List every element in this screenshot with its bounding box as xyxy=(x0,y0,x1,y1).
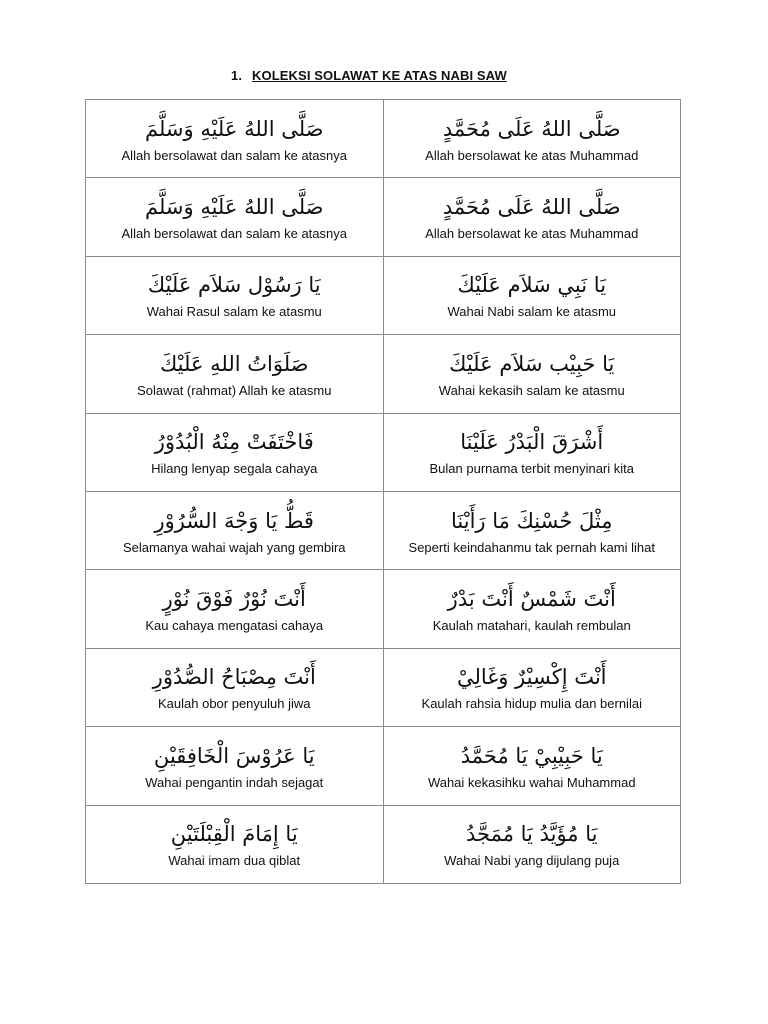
malay-translation: Kau cahaya mengatasi cahaya xyxy=(145,618,324,634)
table-cell-left xyxy=(86,491,384,569)
arabic-text: صَلَّى اللهُ عَلَيْهِ وَسَلَّمَ xyxy=(145,195,324,220)
arabic-text: قَطُّ يَا وَجْهَ السُّرُوْرِ xyxy=(154,508,314,533)
table-row xyxy=(86,413,681,491)
malay-translation: Hilang lenyap segala cahaya xyxy=(151,461,318,477)
table-cell-left xyxy=(86,413,384,491)
malay-translation: Bulan purnama terbit menyinari kita xyxy=(429,461,634,477)
arabic-text: يَا نَبِي سَلاَم عَلَيْكَ xyxy=(457,273,607,298)
malay-translation: Seperti keindahanmu tak pernah kami lihat xyxy=(408,539,655,555)
table-cell-left xyxy=(86,570,384,648)
malay-translation: Solawat (rahmat) Allah ke atasmu xyxy=(137,382,332,398)
table-cell-right xyxy=(383,727,681,805)
malay-translation: Kaulah rahsia hidup mulia dan bernilai xyxy=(421,696,642,712)
arabic-text: أَنْتَ مِصْبَاحُ الصُّدُوْرِ xyxy=(152,665,316,690)
table-cell-right xyxy=(383,570,681,648)
arabic-text: يَا رَسُوْل سَلاَم عَلَيْكَ xyxy=(147,273,321,298)
arabic-text: يَا عَرُوْسَ الْخَافِقَيْنِ xyxy=(153,743,315,768)
malay-translation: Wahai Rasul salam ke atasmu xyxy=(146,304,322,320)
table-cell-left xyxy=(86,256,384,334)
table-cell-right xyxy=(383,413,681,491)
malay-translation: Allah bersolawat ke atas Muhammad xyxy=(425,147,639,163)
table-cell-right xyxy=(383,491,681,569)
malay-translation: Wahai kekasih salam ke atasmu xyxy=(438,382,625,398)
table-cell-right xyxy=(383,100,681,178)
arabic-text: أَنْتَ إِكْسِيْرٌ وَغَالِيْ xyxy=(456,665,607,690)
table-cell-left xyxy=(86,335,384,413)
heading-title: KOLEKSI SOLAWAT KE ATAS NABI SAW xyxy=(252,68,507,83)
malay-translation: Kaulah obor penyuluh jiwa xyxy=(158,696,311,712)
malay-translation: Wahai imam dua qiblat xyxy=(168,853,301,869)
malay-translation: Selamanya wahai wajah yang gembira xyxy=(122,539,346,555)
document-heading xyxy=(231,68,507,83)
arabic-text: صَلَّى اللهُ عَلَى مُحَمَّدٍ xyxy=(442,116,621,141)
arabic-text: فَاخْتَفَتْ مِنْهُ الْبُدُوْرُ xyxy=(154,430,314,455)
arabic-text: صَلَّى اللهُ عَلَيْهِ وَسَلَّمَ xyxy=(145,116,324,141)
arabic-text: يَا مُؤَيَّدُ يَا مُمَجَّدُ xyxy=(466,822,598,847)
heading-number: 1. xyxy=(231,68,243,83)
table-cell-left xyxy=(86,805,384,883)
table-row xyxy=(86,178,681,256)
arabic-text: يَا إِمَامَ الْقِبْلَتَيْنِ xyxy=(170,822,298,847)
arabic-text: أَنْتَ شَمْسٌ أَنْتَ بَدْرٌ xyxy=(447,587,616,612)
table-cell-right xyxy=(383,648,681,726)
malay-translation: Kaulah matahari, kaulah rembulan xyxy=(432,618,631,634)
malay-translation: Wahai pengantin indah sejagat xyxy=(145,774,324,790)
arabic-text: يَا حَبِيْب سَلاَم عَلَيْكَ xyxy=(449,351,615,376)
table-row xyxy=(86,335,681,413)
table-cell-left xyxy=(86,100,384,178)
table-row xyxy=(86,805,681,883)
table-cell-right xyxy=(383,256,681,334)
table-row xyxy=(86,491,681,569)
table-row xyxy=(86,648,681,726)
table-row xyxy=(86,100,681,178)
table-cell-right xyxy=(383,178,681,256)
table-cell-left xyxy=(86,178,384,256)
arabic-text: صَلَّى اللهُ عَلَى مُحَمَّدٍ xyxy=(442,195,621,220)
malay-translation: Allah bersolawat dan salam ke atasnya xyxy=(121,147,347,163)
arabic-text: أَشْرَقَ الْبَدْرُ عَلَيْنَا xyxy=(460,430,604,455)
table-row xyxy=(86,256,681,334)
table-row xyxy=(86,570,681,648)
malay-translation: Wahai Nabi yang dijulang puja xyxy=(444,853,620,869)
table-cell-left xyxy=(86,648,384,726)
solawat-table-body xyxy=(86,100,681,884)
arabic-text: أَنْتَ نُوْرٌ فَوْقَ نُوْرٍ xyxy=(162,587,306,612)
table-cell-left xyxy=(86,727,384,805)
malay-translation: Wahai kekasihku wahai Muhammad xyxy=(427,774,636,790)
solawat-table xyxy=(85,99,681,884)
malay-translation: Allah bersolawat ke atas Muhammad xyxy=(425,226,639,242)
arabic-text: يَا حَبِيْبِيْ يَا مُحَمَّدُ xyxy=(460,743,603,768)
table-cell-right xyxy=(383,335,681,413)
malay-translation: Allah bersolawat dan salam ke atasnya xyxy=(121,226,347,242)
malay-translation: Wahai Nabi salam ke atasmu xyxy=(447,304,617,320)
table-row xyxy=(86,727,681,805)
arabic-text: مِثْلَ حُسْنِكَ مَا رَأَيْنَا xyxy=(451,508,613,533)
table-cell-right xyxy=(383,805,681,883)
arabic-text: صَلَوَاتُ اللهِ عَلَيْكَ xyxy=(159,351,309,376)
